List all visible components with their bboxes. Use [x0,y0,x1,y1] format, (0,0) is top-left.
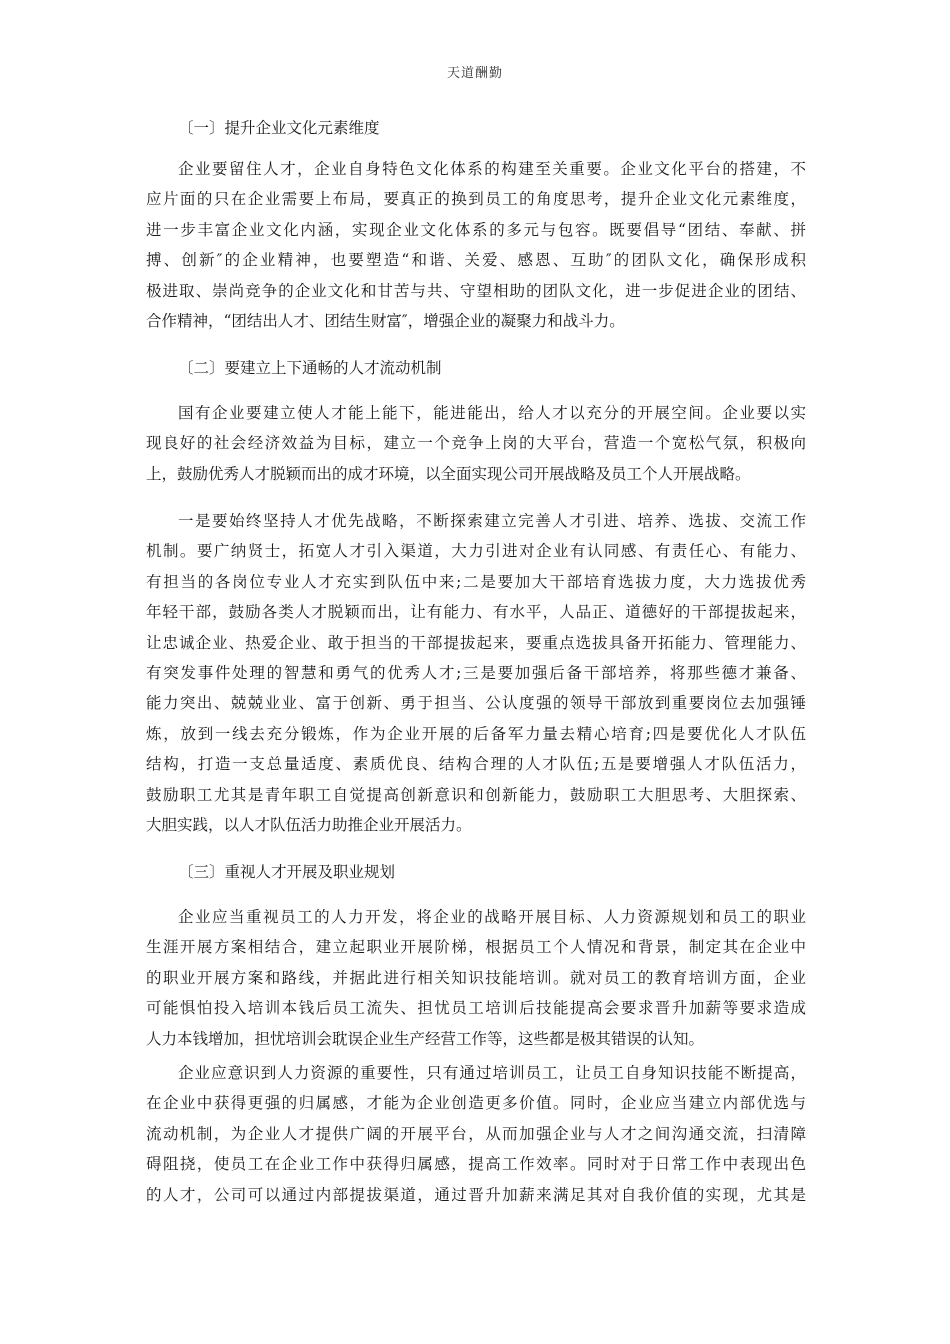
paragraph-line: 有担当的各岗位专业人才充实到队伍中来;二是要加大干部培育选拔力度，大力选拔优秀 [146,572,806,591]
paragraph-line: 进一步丰富企业文化内涵，实现企业文化体系的多元与包容。既要倡导“团结、奉献、拼 [146,220,806,239]
paragraph-line: 大胆实践，以人才队伍活力助推企业开展活力。 [146,815,472,834]
section-title-3: 〔三〕重视人才开展及职业规划 [178,863,396,881]
paragraph-line: 一是要始终坚持人才优先战略，不断探索建立完善人才引进、培养、选拔、交流工作 [178,512,806,530]
section-title-1: 〔一〕提升企业文化元素维度 [178,119,380,137]
paragraph-2 [146,398,806,489]
paragraph-line: 企业应当重视员工的人力开发，将企业的战略开展目标、人力资源规划和员工的职业 [178,908,806,926]
paragraph-line: 国有企业要建立使人才能上能下，能进能出，给人才以充分的开展空间。企业要以实 [178,404,806,422]
paragraph-line: 鼓励职工尤其是青年职工自觉提高创新意识和创新能力，鼓励职工大胆思考、大胆探索、 [146,785,806,804]
paragraph-line: 炼，放到一线去充分锻炼，作为企业开展的后备军力量去精心培育;四是要优化人才队伍 [146,724,806,743]
paragraph-line: 极进取、崇尚竞争的企业文化和甘苦与共、守望相助的团队文化，进一步促进企业的团结、 [146,281,806,300]
paragraph-line: 人力本钱增加，担忧培训会耽误企业生产经营工作等，这些都是极其错误的认知。 [146,1029,705,1048]
paragraph-1 [146,154,806,336]
paragraph-line: 在企业中获得更强的归属感，才能为企业创造更多价值。同时，企业应当建立内部优选与 [146,1094,806,1113]
paragraph-line: 合作精神，“团结出人才、团结生财富″，增强企业的凝聚力和战斗力。 [146,311,625,330]
paragraph-line: 的职业开展方案和路线，并据此进行相关知识技能培训。就对员工的教育培训方面，企业 [146,968,806,987]
paragraph-line: 年轻干部，鼓励各类人才脱颖而出，让有能力、有水平，人品正、道德好的干部提拔起来， [146,603,806,622]
paragraph-line: 结构，打造一支总量适度、素质优良、结构合理的人才队伍;五是要增强人才队伍活力， [146,755,806,774]
paragraph-line: 的人才，公司可以通过内部提拔渠道，通过晋升加薪来满足其对自我价值的实现，尤其是 [146,1185,806,1204]
paragraph-line: 生涯开展方案相结合，建立起职业开展阶梯，根据员工个人情况和背景，制定其在企业中 [146,938,806,957]
paragraph-line: 上，鼓励优秀人才脱颖而出的成才环境，以全面实现公司开展战略及员工个人开展战略。 [146,464,751,483]
paragraph-line: 流动机制，为企业人才提供广阔的开展平台，从而加强企业与人才之间沟通交流，扫清障 [146,1124,806,1143]
paragraph-4 [146,902,806,1054]
paragraph-3 [146,506,806,840]
section-title-2: 〔二〕要建立上下通畅的人才流动机制 [178,359,442,377]
paragraph-line: 企业应意识到人力资源的重要性，只有通过培训员工，让员工自身知识技能不断提高， [178,1064,806,1082]
paragraph-line: 碍阻挠，使员工在企业工作中获得归属感，提高工作效率。同时对于日常工作中表现出色 [146,1155,806,1174]
paragraph-line: 有突发事件处理的智慧和勇气的优秀人才;三是要加强后备干部培养，将那些德才兼备、 [146,663,806,682]
paragraph-line: 应片面的只在企业需要上布局，要真正的换到员工的角度思考，提升企业文化元素维度， [146,190,806,209]
page-header: 天道酬勤 [446,66,503,81]
paragraph-line: 能力突出、兢兢业业、富于创新、勇于担当、公认度强的领导干部放到重要岗位去加强锤 [146,694,806,713]
paragraph-line: 企业要留住人才，企业自身特色文化体系的构建至关重要。企业文化平台的搭建，不 [178,160,806,178]
paragraph-line: 让忠诚企业、热爱企业、敢于担当的干部提拔起来，要重点选拔具备开拓能力、管理能力、 [146,633,806,652]
paragraph-line: 现良好的社会经济效益为目标，建立一个竞争上岗的大平台，营造一个宽松气氛，积极向 [146,434,806,453]
paragraph-5 [146,1058,806,1210]
paragraph-line: 可能惧怕投入培训本钱后员工流失、担忧员工培训后技能提高会要求晋升加薪等要求造成 [146,999,806,1018]
paragraph-line: 机制。要广纳贤士，拓宽人才引入渠道，大力引进对企业有认同感、有责任心、有能力、 [146,542,806,561]
paragraph-line: 搏、创新″的企业精神，也要塑造“和谐、关爱、感恩、互助″的团队文化，确保形成积 [146,251,806,270]
